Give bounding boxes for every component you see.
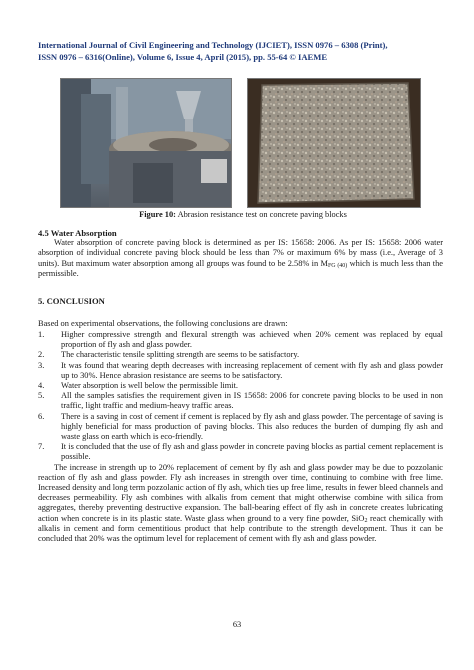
- list-item-number: 2.: [38, 350, 45, 360]
- list-item: [38, 391, 443, 411]
- section-conclusion-heading-block: [38, 296, 443, 306]
- water-absorption-paragraph: [38, 238, 443, 279]
- figure-caption-text: Abrasion resistance test on concrete paving blocks: [175, 210, 347, 219]
- list-item-number: 7.: [38, 442, 45, 452]
- figure-10-photos: [60, 78, 420, 206]
- list-item: [38, 350, 443, 360]
- list-item-number: 3.: [38, 360, 45, 370]
- conclusion-intro: [38, 319, 443, 329]
- list-item: [38, 381, 443, 391]
- concrete-block-illustration: [248, 79, 420, 207]
- section-heading-5: 5. CONCLUSION: [38, 296, 105, 306]
- list-item: [38, 412, 443, 443]
- list-item-text: All the samples satisfies the requirement given in IS 15658: 2006 for concrete paving blocks to be used in non traffic, light traffic and medium-heavy traffic areas.: [61, 391, 443, 411]
- conclusion-intro-text: Based on experimental observations, the following conclusions are drawn:: [38, 319, 288, 328]
- list-item-number: 1.: [38, 330, 45, 339]
- list-item-number: 6.: [38, 411, 45, 421]
- figure-caption: [118, 209, 368, 220]
- list-item-number: 4.: [38, 381, 45, 391]
- list-item-text: It was found that wearing depth decreases with increasing replacement of cement with fly ash and glass powder up to 30%. Hence abrasion resistance are seems to be satisfactory.: [61, 360, 443, 380]
- list-item: [38, 442, 443, 462]
- list-item-text: Water absorption is well below the permissible limit.: [61, 381, 239, 391]
- silica-subscript: 2: [364, 517, 368, 524]
- conclusion-list: [38, 330, 443, 544]
- conclusion-closing-paragraph: [38, 463, 443, 545]
- journal-header: [38, 40, 448, 63]
- page-number: 63: [232, 620, 242, 629]
- abrasion-machine-illustration: [61, 79, 231, 207]
- concrete-block-surface-photo: [247, 78, 421, 208]
- list-item-text: Higher compressive strength and flexural strength was achieved when 20% cement was replaced by equal proportion of fly ash and glass powder.: [61, 330, 443, 350]
- journal-header-line-1: International Journal of Civil Engineering and Technology (IJCIET), ISSN 0976 – 6308 (Print),: [38, 40, 388, 50]
- journal-header-line-2: ISSN 0976 – 6316(Online), Volume 6, Issue 4, April (2015), pp. 55-64 © IAEME: [38, 51, 328, 62]
- section-heading-4-5: 4.5 Water Absorption: [38, 228, 117, 238]
- water-absorption-text: Water absorption of concrete paving block is determined as per IS: 15658: 2006. As per IS: 15658: 2006 water absorption of individual concrete paving block should be less than 7% or maximum 6% by mass (i.e., Average of 3 units). But maximum water absorption among all groups was found to be 2.58% in M: [38, 238, 443, 268]
- list-item-text: There is a saving in cost of cement if cement is replaced by fly ash and glass powder. The percentage of saving is highly beneficial for mass production of paving blocks. This also reduces the burden of dumping fly ash and waste glass on earth which is eco-friendly.: [61, 411, 443, 442]
- conclusion-closing-text-end: react chemically with alkalis in cement and form cementitious product that help contribute to the strength development. Thus it can be concluded that 20% was the optimum level for replacement of cement with fly ash and glass powder.: [38, 513, 443, 544]
- water-absorption-text-end: which is much less than the permissible.: [38, 258, 443, 278]
- abrasion-machine-photo: [60, 78, 232, 208]
- conclusion-closing-text: The increase in strength up to 20% replacement of cement by fly ash and glass powder may be due to pozzolanic reaction of fly ash and glass powder. Fly ash increases in strength over time, continuing to combine with free lime. Increased density and long term pozzolanic action of fly ash, which ties up free lime, results in fewer bleed channels and decreases permeability. Fly ash combines with alkalis from cement that might otherwise combine with silica from aggregates, thereby preventing destructive expansion. The ball-bearing effect of fly ash in concrete creates lubricating action when concrete is in its plastic state. Waste glass when ground to a very fine powder, SiO: [38, 462, 443, 523]
- list-item-text: The characteristic tensile splitting strength are seems to be satisfactory.: [61, 350, 300, 360]
- list-item-text: It is concluded that the use of fly ash and glass powder in concrete paving blocks as partial cement replacement is possible.: [61, 442, 443, 462]
- list-item: [38, 361, 443, 381]
- list-item-number: 5.: [38, 391, 45, 401]
- list-item: [38, 330, 443, 350]
- section-water-absorption: [38, 228, 443, 279]
- mix-subscript: FG (40): [327, 262, 348, 269]
- figure-label: Figure 10:: [139, 210, 176, 219]
